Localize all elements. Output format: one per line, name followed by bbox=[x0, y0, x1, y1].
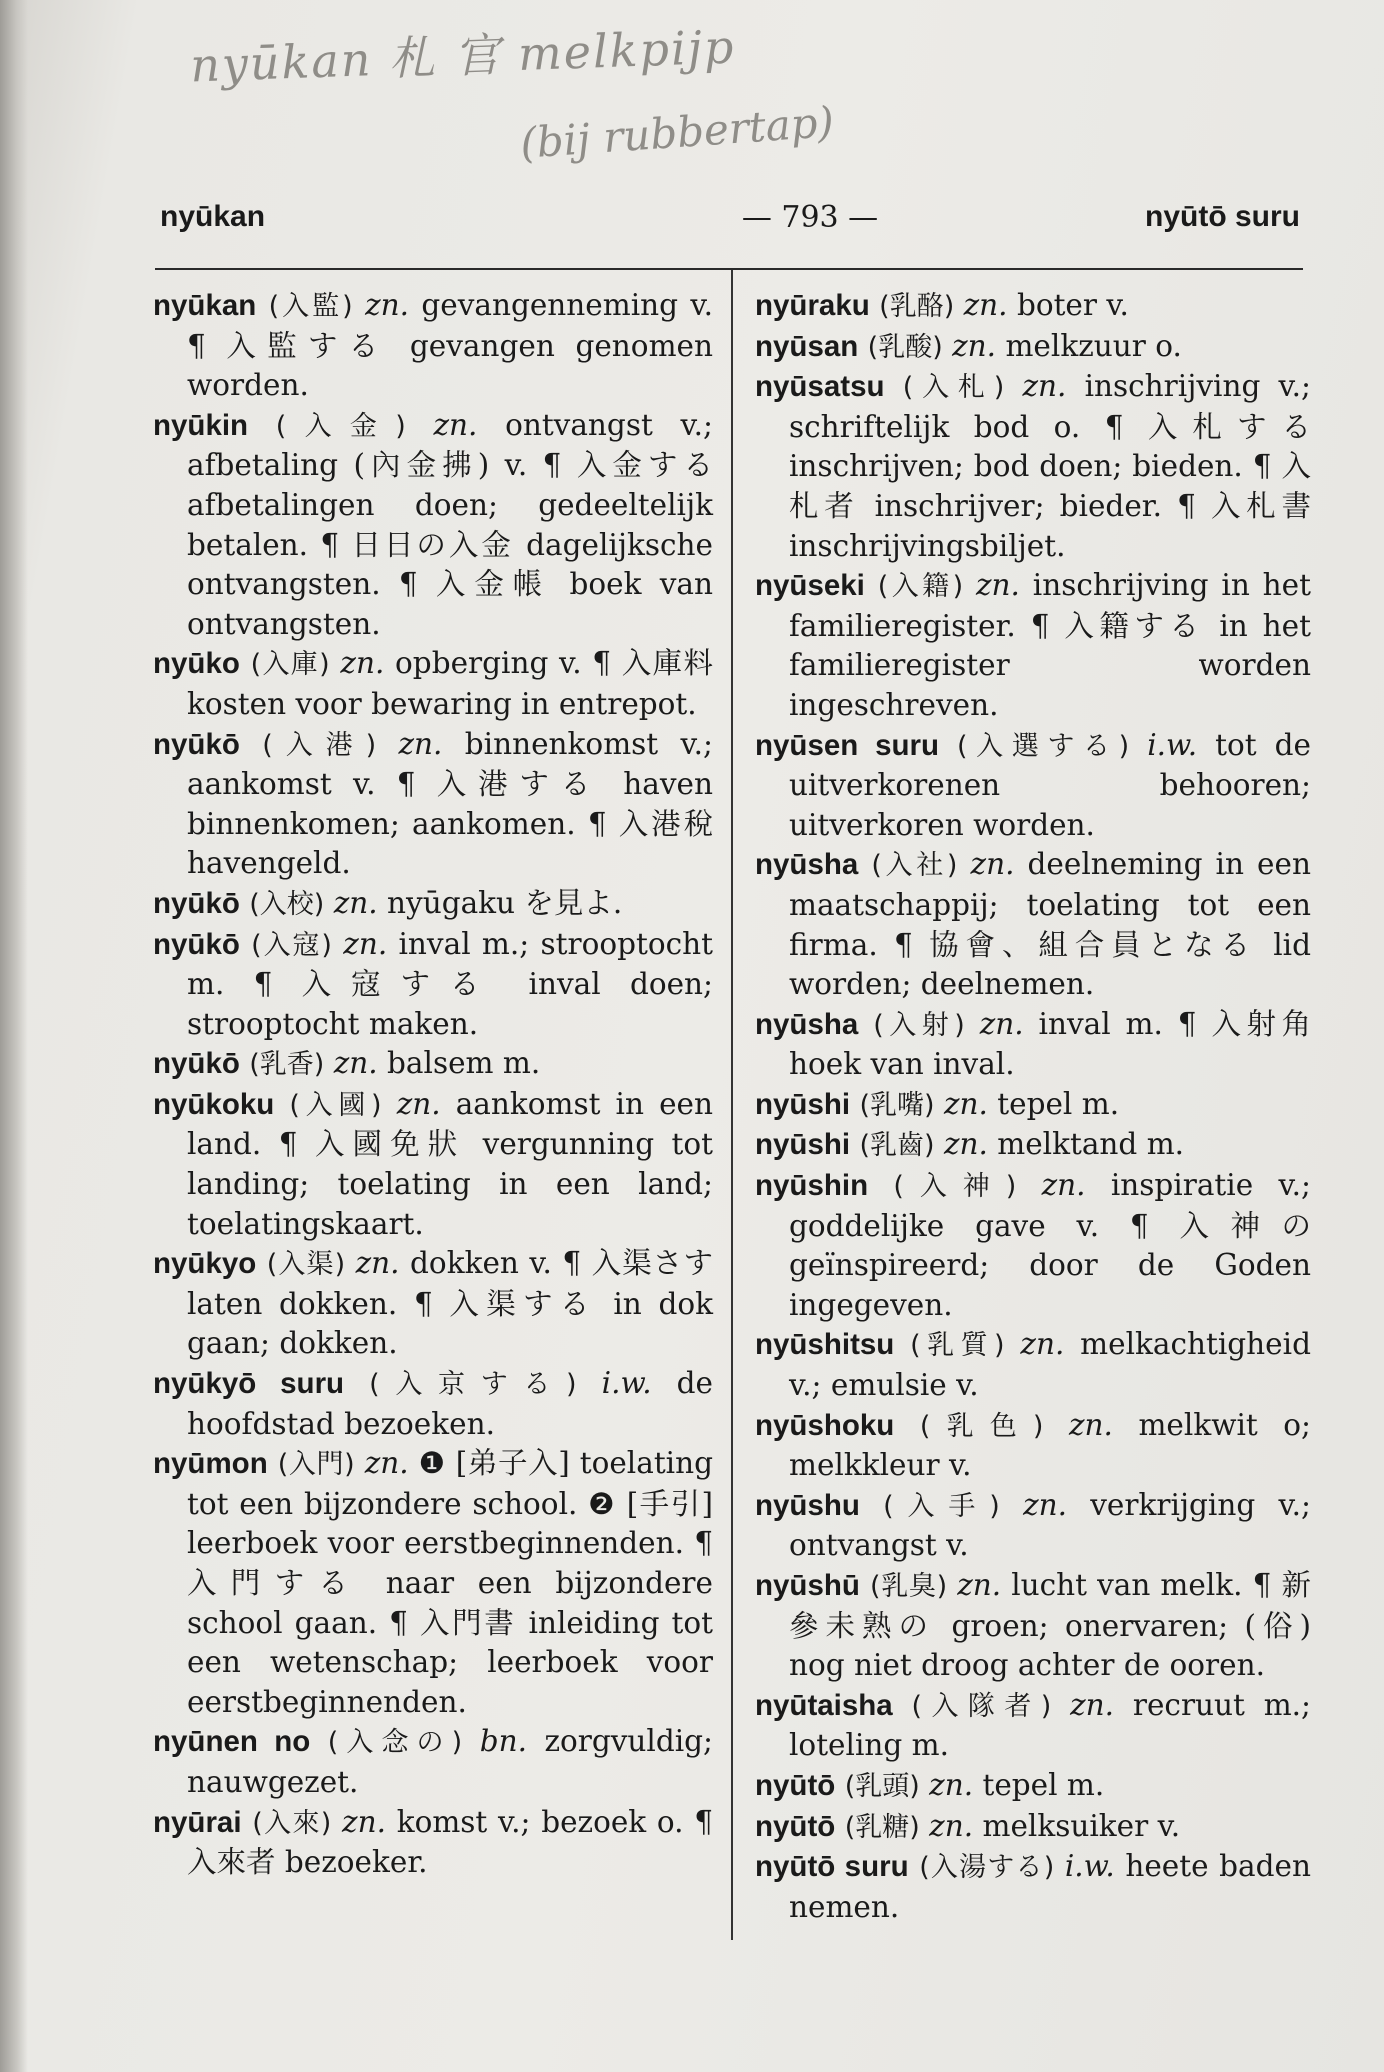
entry-kanji: (入庫) bbox=[250, 649, 330, 681]
entry-part-of-speech: i.w. bbox=[1147, 727, 1198, 762]
entry-part-of-speech: zn. bbox=[957, 1568, 1002, 1602]
entry-kanji: (乳香) bbox=[249, 1049, 325, 1081]
entry-kanji: (入手) bbox=[883, 1490, 1000, 1522]
entry-headword: nyūshi bbox=[755, 1087, 851, 1121]
entry-kanji: (入監) bbox=[268, 291, 353, 322]
running-head-left: nyūkan bbox=[160, 200, 266, 233]
entry-headword: nyūmon bbox=[153, 1447, 268, 1481]
entry-part-of-speech: i.w. bbox=[1064, 1849, 1115, 1884]
dictionary-entry bbox=[755, 566, 1311, 725]
entry-headword: nyūseki bbox=[755, 569, 865, 603]
entry-headword: nyūtō suru bbox=[755, 1850, 909, 1884]
entry-part-of-speech: zn. bbox=[1068, 1407, 1113, 1442]
entry-definition: nyūgaku を見よ. bbox=[387, 885, 623, 920]
entry-part-of-speech: zn. bbox=[952, 328, 997, 363]
entry-kanji: (入籍) bbox=[877, 571, 964, 603]
entry-part-of-speech: zn. bbox=[355, 1246, 400, 1281]
dictionary-entry bbox=[153, 925, 713, 1045]
entry-part-of-speech: i.w. bbox=[601, 1366, 652, 1401]
entry-kanji: (乳糖) bbox=[844, 1811, 920, 1843]
dictionary-entry bbox=[755, 726, 1311, 846]
entry-kanji: (乳臭) bbox=[869, 1571, 948, 1602]
dictionary-entry bbox=[153, 1085, 713, 1244]
entry-kanji: (入社) bbox=[871, 850, 958, 882]
entry-part-of-speech: bn. bbox=[479, 1724, 527, 1759]
entry-part-of-speech: zn. bbox=[929, 1767, 974, 1802]
entry-headword: nyūkō bbox=[153, 927, 240, 961]
dictionary-entry bbox=[755, 1686, 1311, 1766]
handwritten-note-2: (bij rubbertap) bbox=[518, 97, 836, 168]
running-head-right: nyūtō suru bbox=[1145, 200, 1300, 233]
entry-headword: nyūshū bbox=[755, 1569, 860, 1602]
entry-part-of-speech: zn. bbox=[979, 1006, 1024, 1041]
dictionary-entry bbox=[153, 1444, 713, 1722]
entry-headword: nyūkan bbox=[153, 289, 257, 322]
entry-headword: nyūkō bbox=[153, 727, 240, 761]
header-rule bbox=[155, 268, 1303, 270]
entry-part-of-speech: zn. bbox=[976, 568, 1020, 603]
dictionary-entry bbox=[153, 1364, 713, 1444]
dictionary-entry bbox=[755, 1125, 1311, 1166]
dictionary-entry bbox=[755, 1166, 1311, 1325]
entry-kanji: (入念の) bbox=[327, 1727, 463, 1759]
entry-headword: nyūrai bbox=[153, 1805, 242, 1839]
entry-kanji: (入國) bbox=[289, 1089, 382, 1121]
entry-definition: dokken v. ¶ 入渠さす laten dokken. ¶ 入渠する in dok gaan; dokken. bbox=[187, 1246, 713, 1361]
entry-part-of-speech: zn. bbox=[340, 646, 385, 681]
entry-definition: boter v. bbox=[1016, 288, 1129, 322]
entry-definition: deelneming in een maatschappij; toelating tot een firma. ¶ 協會、組合員となる lid worden; deelnemen. bbox=[789, 847, 1311, 1002]
column-divider bbox=[731, 270, 733, 1940]
dictionary-entry bbox=[153, 1244, 713, 1364]
dictionary-entry bbox=[755, 1005, 1311, 1085]
entry-part-of-speech: zn. bbox=[333, 885, 378, 920]
entry-definition: aankomst in een land. ¶ 入國免狀 vergunning tot landing; toelating in een land; toelatingskaart. bbox=[187, 1086, 713, 1241]
dictionary-entry bbox=[755, 327, 1311, 368]
entry-part-of-speech: zn. bbox=[396, 1086, 441, 1121]
entry-part-of-speech: zn. bbox=[1041, 1168, 1086, 1203]
entry-headword: nyūkyō suru bbox=[153, 1367, 345, 1401]
entry-headword: nyūkin bbox=[153, 408, 249, 442]
entry-part-of-speech: zn. bbox=[365, 288, 409, 322]
entry-part-of-speech: zn. bbox=[398, 726, 443, 761]
entry-headword: nyūsha bbox=[755, 1007, 859, 1041]
entry-definition: tot de uitverkorenen behooren; uitverkoren worden. bbox=[789, 727, 1311, 842]
entry-headword: nyūkyo bbox=[153, 1247, 257, 1281]
entry-definition: tepel m. bbox=[982, 1767, 1105, 1802]
entry-kanji: (入札) bbox=[902, 372, 1005, 404]
entry-kanji: (入寇) bbox=[251, 929, 332, 961]
left-column bbox=[153, 286, 713, 1883]
dictionary-entry bbox=[755, 1085, 1311, 1126]
dictionary-entry bbox=[153, 1044, 713, 1085]
entry-definition: zorgvuldig; nauwgezet. bbox=[187, 1724, 713, 1799]
entry-part-of-speech: zn. bbox=[364, 1446, 409, 1481]
entry-kanji: (乳色) bbox=[919, 1410, 1044, 1442]
entry-kanji: (入湯する) bbox=[919, 1852, 1055, 1884]
entry-kanji: (乳頭) bbox=[844, 1770, 920, 1802]
dictionary-entry bbox=[153, 406, 713, 645]
entry-part-of-speech: zn. bbox=[963, 288, 1008, 322]
dictionary-entry bbox=[153, 1803, 713, 1883]
entry-kanji: (入射) bbox=[873, 1009, 965, 1041]
entry-headword: nyūshoku bbox=[755, 1408, 895, 1442]
dictionary-entry bbox=[153, 1722, 713, 1802]
entry-kanji: (入來) bbox=[252, 1807, 332, 1839]
entry-headword: nyūshu bbox=[755, 1488, 860, 1522]
entry-definition: melksuiker v. bbox=[982, 1808, 1181, 1843]
entry-part-of-speech: zn. bbox=[433, 407, 478, 442]
dictionary-entry bbox=[153, 644, 713, 724]
entry-headword: nyūsatsu bbox=[755, 370, 885, 404]
entry-definition: ❶ [弟子入] toelating tot een bijzondere school. ❷ [手引] leerboek voor eerstbeginnenden. ¶ 入門する naar een bijzondere school gaan. ¶ 入門書 inleiding tot een wetenschap; leerboek voor eerstbeginnenden. bbox=[187, 1446, 713, 1719]
entry-headword: nyūsen suru bbox=[755, 728, 940, 762]
entry-definition: verkrijging v.; ontvangst v. bbox=[789, 1487, 1311, 1563]
entry-definition: de hoofdstad bezoeken. bbox=[187, 1366, 713, 1441]
entry-definition: tepel m. bbox=[997, 1086, 1120, 1121]
entry-definition: balsem m. bbox=[387, 1046, 541, 1081]
entry-part-of-speech: zn. bbox=[333, 1046, 378, 1081]
entry-part-of-speech: zn. bbox=[343, 926, 388, 961]
entry-headword: nyūkō bbox=[153, 886, 240, 920]
entry-kanji: (入港) bbox=[262, 729, 377, 761]
entry-kanji: (乳酸) bbox=[867, 331, 943, 363]
entry-part-of-speech: zn. bbox=[970, 847, 1015, 882]
entry-kanji: (乳嘴) bbox=[859, 1089, 935, 1121]
dictionary-entry bbox=[153, 884, 713, 925]
entry-headword: nyūraku bbox=[755, 289, 870, 322]
dictionary-entry bbox=[755, 845, 1311, 1004]
entry-headword: nyūtō bbox=[755, 1809, 836, 1843]
book-spine-shadow bbox=[0, 0, 28, 2072]
handwritten-note: nyūkan 札 官 melkpijp bbox=[189, 19, 737, 93]
entry-headword: nyūnen no bbox=[153, 1725, 311, 1759]
dictionary-entry bbox=[755, 1406, 1311, 1486]
entry-headword: nyūsan bbox=[755, 329, 859, 363]
entry-kanji: (乳齒) bbox=[859, 1130, 935, 1162]
dictionary-entry bbox=[755, 1766, 1311, 1807]
entry-part-of-speech: zn. bbox=[1020, 1327, 1065, 1362]
entry-kanji: (入京する) bbox=[369, 1369, 577, 1401]
entry-headword: nyūkō bbox=[153, 1047, 240, 1081]
entry-definition: lucht van melk. ¶ 新參未熟の groen; onervaren; (俗) nog niet droog achter de ooren. bbox=[789, 1568, 1311, 1683]
dictionary-entry bbox=[153, 286, 713, 406]
right-column bbox=[755, 286, 1311, 1927]
entry-definition: melktand m. bbox=[997, 1127, 1185, 1162]
entry-definition: binnenkomst v.; aankomst v. ¶ 入港する haven binnenkomen; aankomen. ¶ 入港稅 havengeld. bbox=[187, 726, 713, 881]
entry-definition: gevangenneming v. ¶ 入監する gevangen genomen worden. bbox=[187, 288, 713, 403]
entry-headword: nyūshitsu bbox=[755, 1328, 895, 1362]
entry-definition: inspiratie v.; goddelijke gave v. ¶ 入神の geïnspireerd; door de Goden ingegeven. bbox=[789, 1168, 1311, 1322]
entry-part-of-speech: zn. bbox=[1070, 1687, 1115, 1722]
dictionary-entry bbox=[755, 1566, 1311, 1686]
entry-kanji: (入渠) bbox=[266, 1249, 346, 1281]
entry-definition: melkachtigheid v.; emulsie v. bbox=[789, 1327, 1311, 1403]
entry-headword: nyūsha bbox=[755, 848, 859, 882]
entry-part-of-speech: zn. bbox=[342, 1804, 386, 1839]
dictionary-entry bbox=[153, 725, 713, 884]
entry-definition: inschrijving in het familieregister. ¶ 入籍する in het familieregister worden ingeschreven. bbox=[789, 568, 1311, 722]
entry-definition: inval m. ¶ 入射角 hoek van inval. bbox=[789, 1006, 1311, 1082]
entry-part-of-speech: zn. bbox=[1023, 1487, 1067, 1522]
entry-part-of-speech: zn. bbox=[943, 1086, 988, 1121]
entry-definition: recruut m.; loteling m. bbox=[789, 1687, 1311, 1763]
entry-kanji: (入門) bbox=[277, 1449, 355, 1481]
dictionary-entry bbox=[755, 1847, 1311, 1927]
entry-kanji: (乳酪) bbox=[879, 291, 955, 322]
entry-kanji: (入金) bbox=[275, 410, 406, 442]
entry-definition: melkwit o; melkkleur v. bbox=[789, 1407, 1311, 1483]
entry-part-of-speech: zn. bbox=[929, 1808, 974, 1843]
entry-definition: inval m.; strooptocht m. ¶ 入寇する inval doen; strooptocht maken. bbox=[187, 926, 713, 1041]
entry-headword: nyūshi bbox=[755, 1128, 851, 1162]
entry-definition: heete baden nemen. bbox=[789, 1849, 1311, 1924]
entry-headword: nyūkoku bbox=[153, 1087, 275, 1121]
entry-definition: komst v.; bezoek o. ¶ 入來者 bezoeker. bbox=[187, 1804, 713, 1880]
entry-kanji: (入選する) bbox=[957, 730, 1130, 762]
entry-headword: nyūko bbox=[153, 647, 240, 681]
dictionary-entry bbox=[755, 367, 1311, 566]
entry-kanji: (入隊者) bbox=[911, 1690, 1052, 1722]
dictionary-entry bbox=[755, 1807, 1311, 1848]
entry-headword: nyūshin bbox=[755, 1169, 869, 1203]
entry-kanji: (乳質) bbox=[910, 1330, 1005, 1362]
dictionary-entry bbox=[755, 1325, 1311, 1405]
entry-definition: melkzuur o. bbox=[1005, 328, 1182, 363]
entry-definition: ontvangst v.; afbetaling (內金拂) v. ¶ 入金する afbetalingen doen; gedeeltelijk betalen. ¶ 日日の入金 dagelijksche ontvangsten. ¶ 入金帳 boek van ontvangsten. bbox=[187, 407, 713, 641]
entry-headword: nyūtō bbox=[755, 1768, 836, 1802]
running-head bbox=[160, 200, 1300, 250]
entry-part-of-speech: zn. bbox=[1022, 369, 1067, 404]
entry-headword: nyūtaisha bbox=[755, 1688, 893, 1722]
entry-part-of-speech: zn. bbox=[943, 1127, 988, 1162]
dictionary-entry bbox=[755, 286, 1311, 327]
page-number: — 793 — bbox=[741, 200, 879, 235]
entry-kanji: (入校) bbox=[249, 888, 325, 920]
entry-kanji: (入神) bbox=[893, 1171, 1017, 1203]
dictionary-entry bbox=[755, 1486, 1311, 1566]
entry-definition: opberging v. ¶ 入庫料 kosten voor bewaring in entrepot. bbox=[187, 646, 713, 721]
entry-definition: inschrijving v.; schriftelijk bod o. ¶ 入札する inschrijven; bod doen; bieden. ¶ 入札者 inschrijver; bieder. ¶ 入札書 inschrijvingsbiljet. bbox=[789, 369, 1311, 563]
